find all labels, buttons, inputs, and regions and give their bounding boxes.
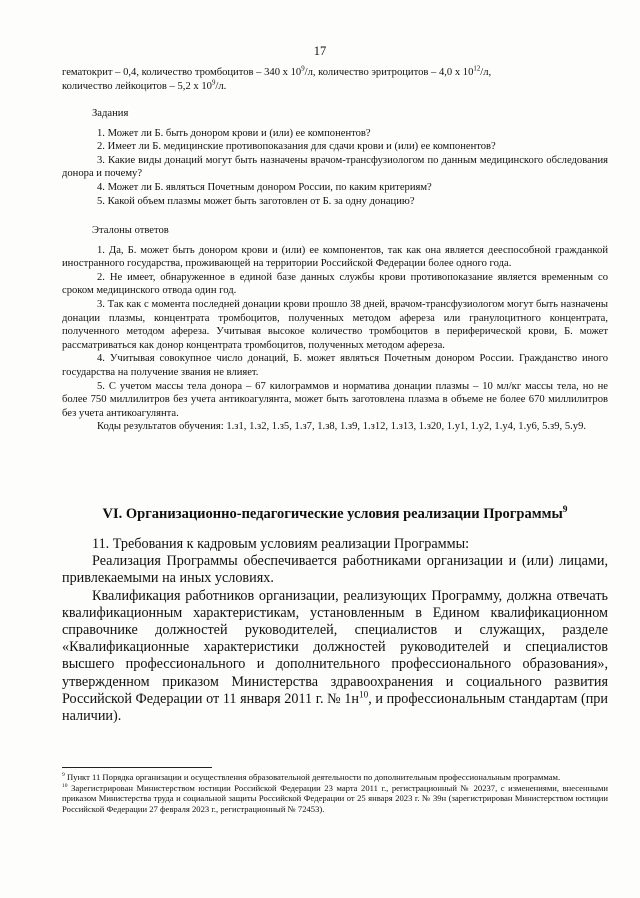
intro-line-2: количество лейкоцитов – 5,2 х $10^9/л$. [62, 79, 227, 92]
staff-paragraph-1: Реализация Программы обеспечивается работниками организации и (или) лицами, привлекаемыми на иных условиях. [62, 553, 608, 587]
section-body [62, 536, 608, 725]
staff-requirements: 11. Требования к кадровым условиям реализации Программы: [92, 536, 470, 552]
answer-item: 2. Не имеет, обнаруженное в единой базе данных службы крови противопоказание является временным со сроком медицинского отвода один год. [62, 271, 608, 297]
answer-item: 5. С учетом массы тела донора – 67 килограммов и норматива донации плазмы – 10 мл/кг массы тела, но не более 750 миллилитров без учета антикоагулянта, может быть заготовлена плазма в объеме не более 670 миллилитров без учета антикоагулянта. [62, 380, 608, 419]
footnote-separator [62, 767, 212, 768]
task-item: 4. Может ли Б. являться Почетным донором России, по каким критериям? [97, 181, 432, 193]
tasks-section [62, 107, 608, 208]
answers-section [62, 224, 608, 434]
task-item: 3. Какие виды донаций могут быть назначены врачом-трансфузиологом по данным медицинского обследования донора и почему? [62, 154, 608, 180]
task-item: 1. Может ли Б. быть донором крови и (или) ее компонентов? [97, 127, 371, 139]
learning-codes: Коды результатов обучения: 1.з1, 1.з2, 1.з5, 1.з7, 1.з8, 1.з9, 1.з12, 1.з13, 1.з20, 1.у1, 1.у2, 1.у4, 1.у6, 5.з9, 5.у9. [97, 421, 587, 433]
page-number: 17 [313, 44, 327, 58]
task-item: 2. Имеет ли Б. медицинские противопоказания для сдачи крови и (или) ее компонентов? [97, 141, 496, 153]
footnote-10: $^{10}$ Зарегистрирован Министерством юстиции Российской Федерации 23 марта 2011 г., регистрационный № 20237, с изменениями, внесенными приказом Министерства труда и социальной защиты Российской Федерации от 25 января 2023 г. № 39н (зарегистрирован Министерством юстиции Российской Федерации 27 февраля 2023 г., регистрационный № 72453). [62, 782, 608, 814]
footnotes [62, 772, 608, 814]
task-item: 5. Какой объем плазмы может быть заготовлен от Б. за одну донацию? [97, 195, 415, 207]
tasks-title: Задания [92, 108, 129, 119]
section-heading: VI. Организационно-педагогические условия реализации Программы$^9$ [102, 505, 568, 522]
case-intro [62, 66, 608, 93]
answer-item: 3. Так как с момента последней донации крови прошло 38 дней, врачом-трансфузиологом могут быть назначены донации плазмы, концентрата тромбоцитов, полученных методом афереза или гранулоцитного концентрата, полученного методом афереза. Учитывая высокое количество тромбоцитов в периферической крови, Б. может рассматриваться как донор концентрата тромбоцитов, полученных методом афереза. [62, 298, 608, 351]
answer-item: 1. Да, Б. может быть донором крови и (или) ее компонентов, так как она является дееспособной гражданкой иностранного государства, проживающей на территории Российской Федерации более одного года. [62, 244, 608, 270]
staff-paragraph-2: Квалификация работников организации, реализующих Программу, должна отвечать квалификационным характеристикам, установленным в Едином квалификационном справочнике должностей руководителей, специалистов и служащих, разделе «Квалификационные характеристики должностей руководителей и специалистов высшего профессионального и дополнительного профессионального образования», утвержденном приказом Министерства здравоохранения и социального развития Российской Федерации от 11 января 2011 г. № $1н^{10}$, и профессиональным стандартам (при наличии). [62, 587, 608, 725]
answers-title: Эталоны ответов [92, 225, 169, 236]
answer-item: 4. Учитывая совокупное число донаций, Б. может являться Почетным донором России. Гражданство иного государства на получение звания не влияет. [62, 353, 608, 378]
footnote-9: $^9$ Пункт 11 Порядка организации и осуществления образовательной деятельности по дополнительным профессиональным программам. [62, 772, 561, 782]
intro-line-1: гематокрит – 0,4, количество тромбоцитов – 340 х $10^9/л$, количество эритроцитов – 4,0 х $10^{12}/л$, [62, 65, 492, 78]
